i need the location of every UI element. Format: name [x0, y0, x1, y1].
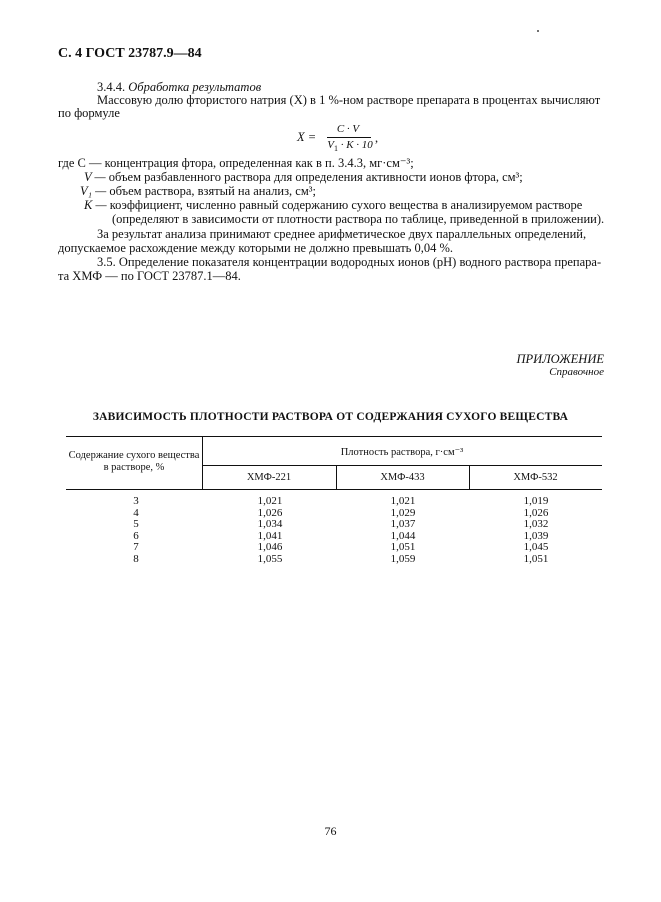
definition-v1 — [80, 184, 316, 198]
definition-text: объем разбавленного раствора для определения активности ионов фтора, см³; — [108, 170, 523, 184]
formula-denominator-sub: 1 — [333, 144, 338, 154]
formula-numerator: C · V — [336, 123, 360, 135]
section-344-title: Обработка результатов — [128, 80, 262, 94]
formula-denominator-v: V — [327, 139, 334, 151]
section-344-number: 3.4.4. — [97, 80, 126, 94]
table-cell: 1,041 — [257, 529, 283, 542]
definition-c — [58, 156, 414, 170]
table-subheader-hmf221: ХМФ-221 — [246, 472, 292, 483]
table-cell: 8 — [133, 552, 139, 565]
table-subheader-hmf433: ХМФ-433 — [380, 472, 425, 483]
result-line2: допускаемое расхождение между которыми не должно превышать 0,04 %. — [58, 241, 454, 255]
table-top-rule — [66, 436, 602, 437]
table-cell: 1,019 — [523, 495, 549, 507]
table-cell: 1,046 — [257, 541, 283, 553]
formula — [297, 123, 447, 153]
section-344-line1: Массовую долю фтористого натрия (X) в 1 %-ном растворе препарата в процентах вычисляют — [97, 93, 601, 107]
table-col-content-header-line1: Содержание сухого вещества — [68, 450, 200, 461]
speck-mark — [537, 30, 539, 32]
table-header-bottom-rule — [66, 489, 602, 490]
table-cell: 1,034 — [257, 518, 283, 530]
table-col-content-header-line2: в растворе, % — [103, 462, 165, 473]
section-344-heading — [97, 80, 261, 94]
table-cell: 7 — [133, 541, 139, 553]
formula-denominator — [325, 139, 375, 153]
definition-text: концентрация фтора, определенная как в п. 3.4.3, мг·см⁻³; — [104, 156, 414, 170]
table-cell: 1,029 — [390, 506, 416, 519]
definition-k-continuation: (определяют в зависимости от плотности раствора по таблице, приведенной в приложении). — [112, 212, 605, 226]
page-number: 76 — [324, 824, 337, 838]
table-cell: 1,051 — [523, 552, 549, 565]
formula-comma: , — [375, 131, 379, 145]
definition-k — [84, 198, 582, 212]
definition-term: K — — [84, 198, 107, 212]
table-col-content — [130, 496, 142, 565]
table-cell: 1,059 — [390, 552, 416, 565]
section-35-line1: 3.5. Определение показателя концентрации водородных ионов (pH) водного раствора препара- — [97, 255, 602, 269]
definition-text: объем раствора, взятый на анализ, см³; — [109, 184, 316, 198]
table-cell: 1,039 — [523, 529, 549, 542]
section-344-line2: по формуле — [58, 106, 120, 120]
definition-text: коэффициент, численно равный содержанию сухого вещества в анализируемом растворе — [109, 198, 583, 212]
definition-term: V₁ — — [80, 184, 107, 198]
table-cell: 1,045 — [523, 541, 549, 553]
table-cell: 1,055 — [257, 552, 283, 565]
section-35-line2: та ХМФ — по ГОСТ 23787.1—84. — [58, 269, 241, 283]
table-cell: 5 — [133, 518, 139, 530]
table-col-hmf221 — [240, 496, 300, 565]
table-cell: 1,037 — [390, 518, 416, 530]
table-cell: 1,044 — [390, 529, 416, 542]
formula-lhs: X = — [297, 130, 317, 144]
definition-term: где C — — [58, 156, 102, 170]
table-col-hmf433 — [373, 496, 433, 565]
result-line1: За результат анализа принимают среднее арифметическое двух параллельных определений, — [97, 227, 587, 241]
table-cell: 1,026 — [523, 506, 549, 519]
table-subheader-rule — [202, 465, 602, 466]
table-cell: 1,026 — [257, 506, 283, 519]
table-subheader-hmf532: ХМФ-532 — [513, 472, 558, 483]
table-cell: 6 — [133, 529, 139, 542]
definition-v — [84, 170, 523, 184]
table-cell: 4 — [133, 506, 139, 519]
table-cell: 3 — [133, 495, 139, 507]
table-col-hmf532 — [506, 496, 566, 565]
table-cell: 1,021 — [390, 495, 416, 507]
table-cell: 1,032 — [523, 518, 549, 530]
appendix-title: ПРИЛОЖЕНИЕ — [516, 352, 604, 366]
table-group-header: Плотность раствора, г·см⁻³ — [340, 447, 464, 458]
formula-fraction-bar — [327, 137, 371, 138]
table-title: ЗАВИСИМОСТЬ ПЛОТНОСТИ РАСТВОРА ОТ СОДЕРЖАНИЯ СУХОГО ВЕЩЕСТВА — [92, 411, 569, 423]
table-cell: 1,051 — [390, 541, 416, 553]
page-header: С. 4 ГОСТ 23787.9—84 — [58, 46, 202, 61]
table-cell: 1,021 — [257, 495, 283, 507]
appendix-subtitle: Справочное — [549, 366, 604, 378]
definition-term: V — — [84, 170, 106, 184]
formula-denominator-rest: · K · 10 — [337, 139, 373, 151]
